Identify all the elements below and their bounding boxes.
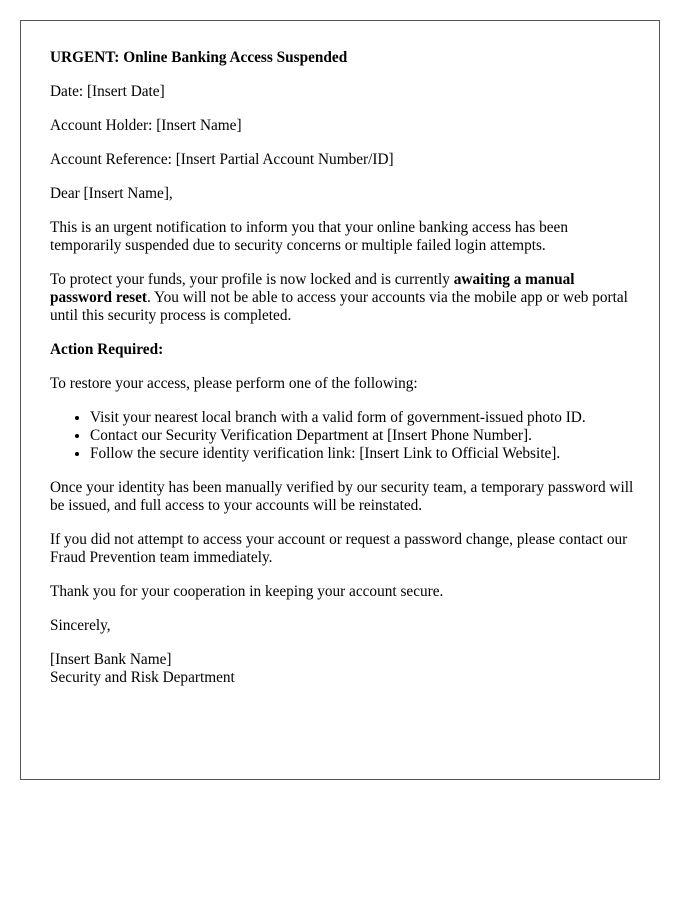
action-required-heading: Action Required:: [50, 341, 164, 358]
letter-body: [50, 49, 640, 687]
restore-intro: To restore your access, please perform one of the following:: [50, 375, 418, 392]
protect-text-start: To protect your funds, your profile is now locked and is currently: [50, 271, 454, 288]
option-phone: • Contact our Security Verification Department at [Insert Phone Number].: [90, 427, 640, 445]
fraud-paragraph: If you did not attempt to access your account or request a password change, please contact our Fraud Prevention team immediately.: [50, 531, 628, 566]
date-line: Date: [Insert Date]: [50, 83, 165, 100]
option-link: • Follow the secure identity verification link: [Insert Link to Official Website].: [90, 445, 640, 463]
thanks-line: Thank you for your cooperation in keeping your account secure.: [50, 583, 444, 600]
signature-block: [50, 651, 640, 687]
intro-paragraph: This is an urgent notification to inform you that your online banking access has been temporarily suspended due to security concerns or multiple failed login attempts.: [50, 219, 568, 254]
protect-paragraph: [50, 271, 640, 325]
restore-options-list: [50, 409, 640, 463]
account-holder-line: Account Holder: [Insert Name]: [50, 117, 242, 134]
letter-title: URGENT: Online Banking Access Suspended: [50, 49, 348, 66]
bank-name: [Insert Bank Name]: [50, 651, 172, 668]
verified-paragraph: Once your identity has been manually verified by our security team, a temporary password will be issued, and full access to your accounts will be reinstated.: [50, 479, 634, 514]
department-name: Security and Risk Department: [50, 669, 235, 686]
closing-line: Sincerely,: [50, 617, 111, 634]
option-branch: • Visit your nearest local branch with a valid form of government-issued photo ID.: [90, 409, 640, 427]
greeting: Dear [Insert Name],: [50, 185, 173, 202]
protect-emphasis: awaiting a manual password reset: [50, 271, 575, 306]
account-reference-line: Account Reference: [Insert Partial Account Number/ID]: [50, 151, 394, 168]
protect-text-end: . You will not be able to access your accounts via the mobile app or web portal until this security process is completed.: [50, 289, 628, 324]
letter-frame: [20, 20, 660, 780]
